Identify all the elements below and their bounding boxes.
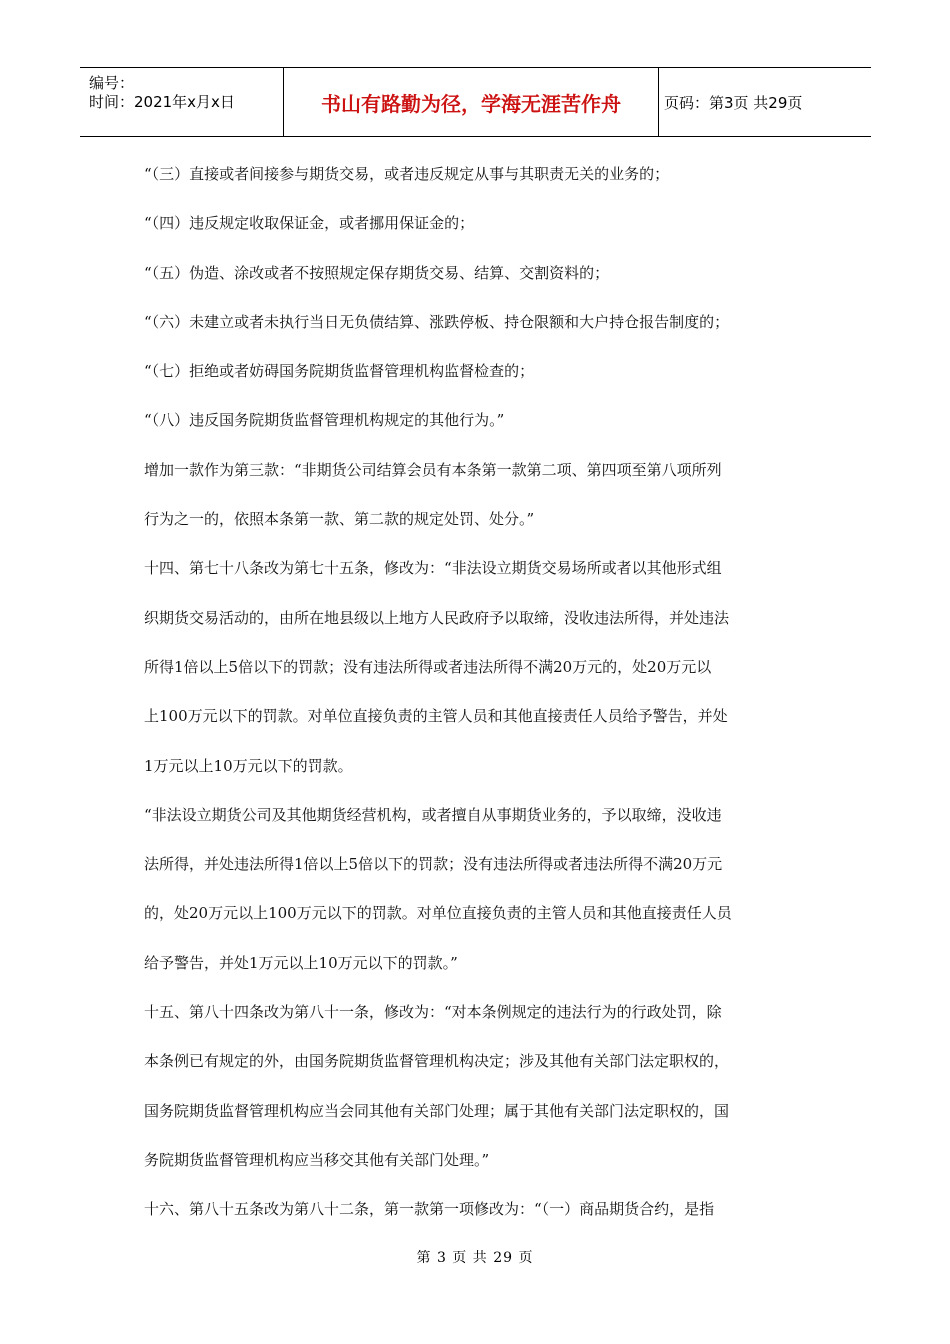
text-line: 十五、第八十四条改为第八十一条，修改为：“对本条例规定的违法行为的行政处罚，除 — [144, 1003, 722, 1022]
text-line: “非法设立期货公司及其他期货经营机构，或者擅自从事期货业务的，予以取缔，没收违 — [144, 805, 722, 824]
text-line: 行为之一的，依照本条第一款、第二款的规定处罚、处分。” — [144, 510, 535, 529]
text-line: “（六）未建立或者未执行当日无负债结算、涨跌停板、持仓限额和大户持仓报告制度的； — [144, 312, 730, 331]
text-line: “（四）违反规定收取保证金，或者挪用保证金的； — [144, 214, 475, 233]
text-line: 十六、第八十五条改为第八十二条，第一款第一项修改为：“（一）商品期货合约，是指 — [144, 1200, 715, 1219]
text-line: 法所得，并处违法所得1倍以上5倍以下的罚款；没有违法所得或者违法所得不满20万元 — [144, 855, 723, 874]
paragraph — [144, 551, 814, 782]
document-date: 时间：2021年x月x日 — [89, 93, 235, 111]
page-footer: 第 3 页 共 29 页 — [416, 1250, 534, 1266]
text-line: 十四、第七十八条改为第七十五条，修改为：“非法设立期货交易场所或者以其他形式组 — [144, 559, 722, 578]
paragraph — [144, 1192, 814, 1226]
text-line: 上100万元以下的罚款。对单位直接负责的主管人员和其他直接责任人员给予警告，并处 — [144, 707, 728, 726]
motto: 书山有路勤为径，学海无涯苦作舟 — [321, 91, 621, 116]
paragraph — [144, 305, 814, 339]
text-line: 的，处20万元以上100万元以下的罚款。对单位直接负责的主管人员和其他直接责任人员 — [144, 904, 732, 923]
paragraph — [144, 206, 814, 240]
text-line: 所得1倍以上5倍以下的罚款；没有违法所得或者违法所得不满20万元的，处20万元以 — [144, 657, 712, 676]
header-meta — [80, 68, 284, 136]
page-header — [80, 67, 871, 137]
text-line: “（五）伪造、涂改或者不按照规定保存期货交易、结算、交割资料的； — [144, 263, 610, 282]
paragraph — [144, 256, 814, 290]
paragraph — [144, 157, 814, 191]
text-line: 国务院期货监督管理机构应当会同其他有关部门处理；属于其他有关部门法定职权的，国 — [144, 1101, 730, 1120]
paragraph — [144, 354, 814, 388]
paragraph — [144, 403, 814, 437]
text-line: 增加一款作为第三款：“非期货公司结算会员有本条第一款第二项、第四项至第八项所列 — [144, 460, 722, 479]
paragraph — [144, 995, 814, 1177]
paragraph — [144, 798, 814, 980]
text-line: “（七）拒绝或者妨碍国务院期货监督管理机构监督检查的； — [144, 362, 535, 381]
text-line: “（三）直接或者间接参与期货交易，或者违反规定从事与其职责无关的业务的； — [144, 165, 670, 183]
text-line: 务院期货监督管理机构应当移交其他有关部门处理。” — [144, 1150, 490, 1169]
header-motto-cell — [284, 68, 659, 136]
text-line: 本条例已有规定的外，由国务院期货监督管理机构决定；涉及其他有关部门法定职权的， — [144, 1052, 730, 1071]
text-line: 给予警告，并处1万元以上10万元以下的罚款。” — [144, 953, 458, 972]
text-line: 1万元以上10万元以下的罚款。 — [144, 756, 353, 775]
document-number: 编号： — [89, 74, 135, 92]
paragraph — [144, 453, 814, 536]
header-page-info: 页码：第3页 共29页 — [664, 93, 803, 112]
document-body — [144, 157, 814, 1242]
text-line: “（八）违反国务院期货监督管理机构规定的其他行为。” — [144, 411, 505, 430]
text-line: 织期货交易活动的，由所在地县级以上地方人民政府予以取缔，没收违法所得，并处违法 — [144, 608, 730, 627]
